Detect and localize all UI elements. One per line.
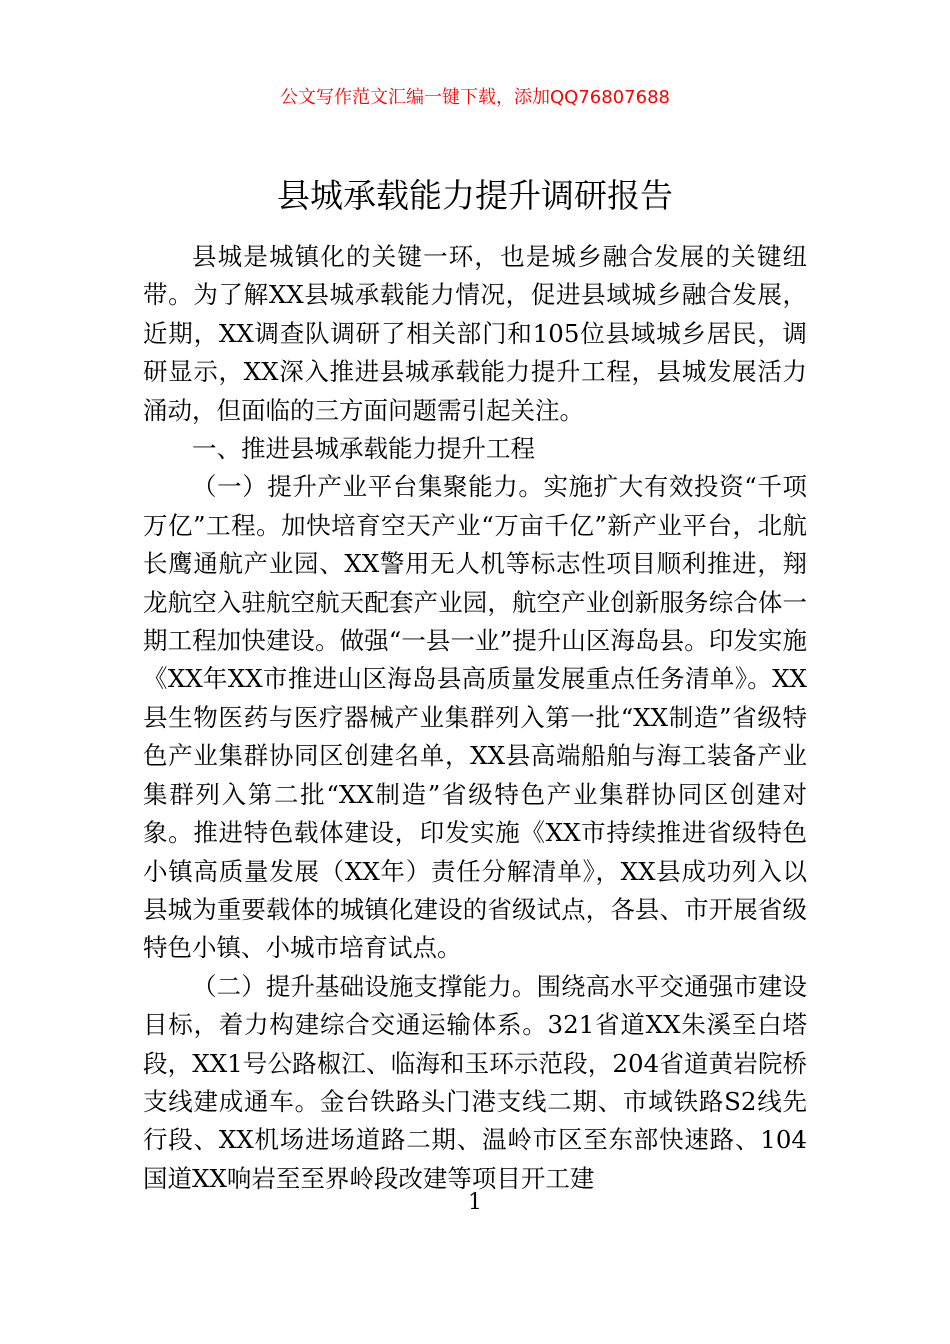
subsection-paragraph-1: （一）提升产业平台集聚能力。实施扩大有效投资“千项万亿”工程。加快培育空天产业“万亩千亿”新产业平台，北航长鹰通航产业园、XX警用无人机等标志性项目顺利推进，翔龙航空入驻航空航天配套产业园，航空产业创新服务综合体一期工程加快建设。做强“一县一业”提升山区海岛县。印发实施《XX年XX市推进山区海岛县高质量发展重点任务清单》。XX县生物医药与医疗器械产业集群列入第一批“XX制造”省级特色产业集群协同区创建名单，XX县高端船舶与海工装备产业集群列入第二批“XX制造”省级特色产业集群协同区创建对象。推进特色载体建设，印发实施《XX市持续推进省级特色小镇高质量发展（XX年）责任分解清单》，XX县成功列入以县城为重要载体的城镇化建设的省级试点，各县、市开展省级特色小镇、小城市培育试点。 [143, 472, 807, 963]
download-promo-header: 公文写作范文汇编一键下载，添加QQ76807688 [280, 87, 670, 108]
page-number: 1 [468, 1190, 482, 1215]
subsection-paragraph-2: （二）提升基础设施支撑能力。围绕高水平交通强市建设目标，着力构建综合交通运输体系。321省道XX朱溪至白塔段，XX1号公路椒江、临海和玉环示范段，204省道黄岩院桥支线建成通车。金台铁路头门港支线二期、市域铁路S2线先行段、XX机场进场道路二期、温岭市区至东部快速路、104国道XX响岩至至界岭段改建等项目开工建 [143, 971, 807, 1193]
section-heading: 一、推进县城承载能力提升工程 [192, 434, 535, 464]
report-title: 县城承载能力提升调研报告 [277, 176, 673, 215]
report-body [143, 238, 807, 1198]
intro-paragraph: 县城是城镇化的关键一环，也是城乡融合发展的关键纽带。为了解XX县城承载能力情况，促进县域城乡融合发展，近期，XX调查队调研了相关部门和105位县域城乡居民，调研显示，XX深入推进县城承载能力提升工程，县城发展活力涌动，但面临的三方面问题需引起关注。 [143, 242, 807, 425]
